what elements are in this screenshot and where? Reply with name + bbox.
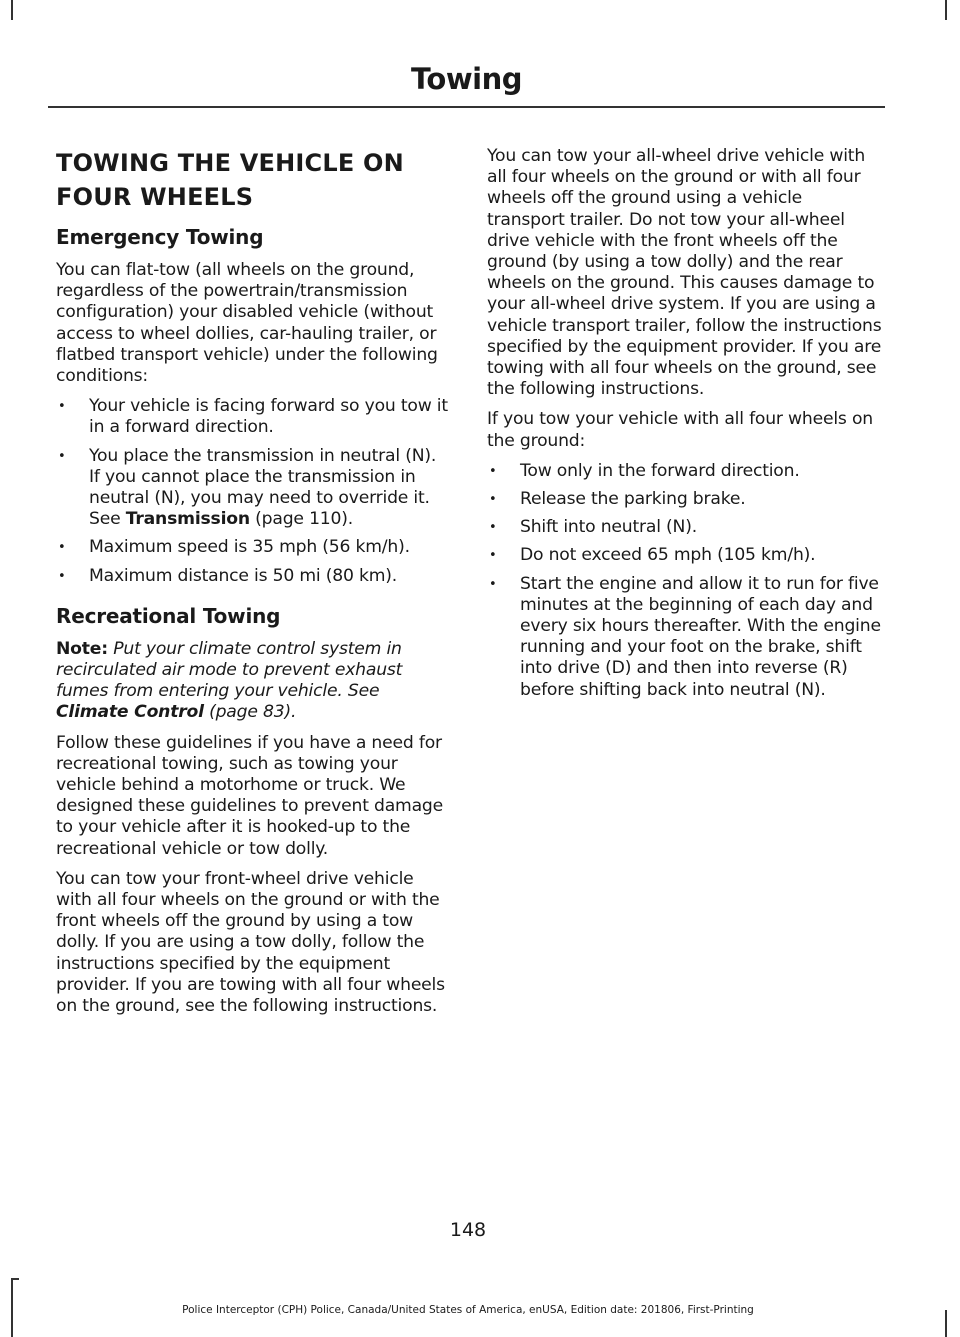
- crop-mark-bottom-left-h: [11, 1278, 19, 1280]
- header-divider: [48, 106, 885, 108]
- four-wheel-towing-list: [487, 461, 882, 701]
- page-number: 148: [449, 1219, 487, 1241]
- front-wheel-drive-paragraph: You can tow your front-wheel drive vehicle with all four wheels on the ground or with the front wheels off the ground by using a tow dolly. If you are using a tow dolly, follow the instructions specified by the equipment provider. If you are towing with all four wheels on the ground, see the following instructions.: [56, 868, 445, 1017]
- transmission-reference-link[interactable]: Transmission: [125, 509, 250, 530]
- list-item: • Release the parking brake.: [487, 489, 882, 510]
- left-column: [56, 146, 448, 1026]
- climate-control-reference-link[interactable]: Climate Control: [56, 702, 204, 723]
- list-item: • Your vehicle is facing forward so you tow it in a forward direction.: [56, 396, 448, 438]
- note-label: Note:: [56, 638, 108, 659]
- emergency-towing-heading: Emergency Towing: [56, 225, 264, 249]
- list-item: • Do not exceed 65 mph (105 km/h).: [487, 545, 882, 566]
- list-item-text: You place the transmission in neutral (N). If you cannot place the transmission in neutral (N), you may need to override it. See: [89, 445, 437, 530]
- crop-mark-top-right: [945, 0, 947, 20]
- page-reference: (page 110).: [249, 509, 354, 530]
- section-title: [56, 146, 448, 214]
- right-column: [487, 146, 882, 710]
- note-text: Put your climate control system in recirculated air mode to prevent exhaust fumes from entering your vehicle. See: [56, 638, 403, 702]
- list-item: • Shift into neutral (N).: [487, 517, 882, 538]
- list-item: • Tow only in the forward direction.: [487, 461, 882, 482]
- footer-edition-info: Police Interceptor (CPH) Police, Canada/United States of America, enUSA, Edition date: 201806, First-Printing: [182, 1304, 754, 1316]
- crop-mark-bottom-right: [945, 1310, 947, 1337]
- page-reference: (page 83).: [203, 702, 297, 723]
- emergency-conditions-list: [56, 396, 448, 587]
- crop-mark-top-left: [11, 0, 13, 20]
- four-wheels-intro: If you tow your vehicle with all four wheels on the ground:: [487, 409, 873, 451]
- climate-note: [56, 639, 448, 724]
- list-item: • Maximum distance is 50 mi (80 km).: [56, 566, 448, 587]
- all-wheel-drive-paragraph: You can tow your all-wheel drive vehicle with all four wheels on the ground or with all four wheels off the ground using a vehicle transport trailer. Do not tow your all-wheel drive vehicle with the front wheels off the ground (by using a tow dolly) and the rear wheels on the ground. This causes damage to your all-wheel drive system. If you are using a vehicle transport trailer, follow the instructions specified by the equipment provider. If you are towing with all four wheels on the ground, see the following instructions.: [487, 146, 882, 400]
- page-header-title: Towing: [411, 62, 522, 96]
- emergency-towing-intro: You can flat-tow (all wheels on the ground, regardless of the powertrain/transmission configuration) your disabled vehicle (without access to wheel dollies, car-hauling trailer, or flatbed transport vehicle) under the following conditions:: [56, 260, 438, 387]
- list-item: • Start the engine and allow it to run for five minutes at the beginning of each day and every six hours thereafter. With the engine running and your foot on the brake, shift into drive (D) and then into reverse (R) before shifting back into neutral (N).: [487, 574, 882, 701]
- recreational-towing-heading: Recreational Towing: [56, 603, 281, 628]
- recreational-guidelines-paragraph: Follow these guidelines if you have a need for recreational towing, such as towing your vehicle behind a motorhome or truck. We designed these guidelines to prevent damage to your vehicle after it is hooked-up to the recreational vehicle or tow dolly.: [56, 732, 443, 859]
- section-title-line-2: FOUR WHEELS: [56, 183, 254, 211]
- list-item: • Maximum speed is 35 mph (56 km/h).: [56, 537, 448, 558]
- section-title-line-1: TOWING THE VEHICLE ON: [56, 149, 404, 177]
- list-item: [56, 446, 448, 531]
